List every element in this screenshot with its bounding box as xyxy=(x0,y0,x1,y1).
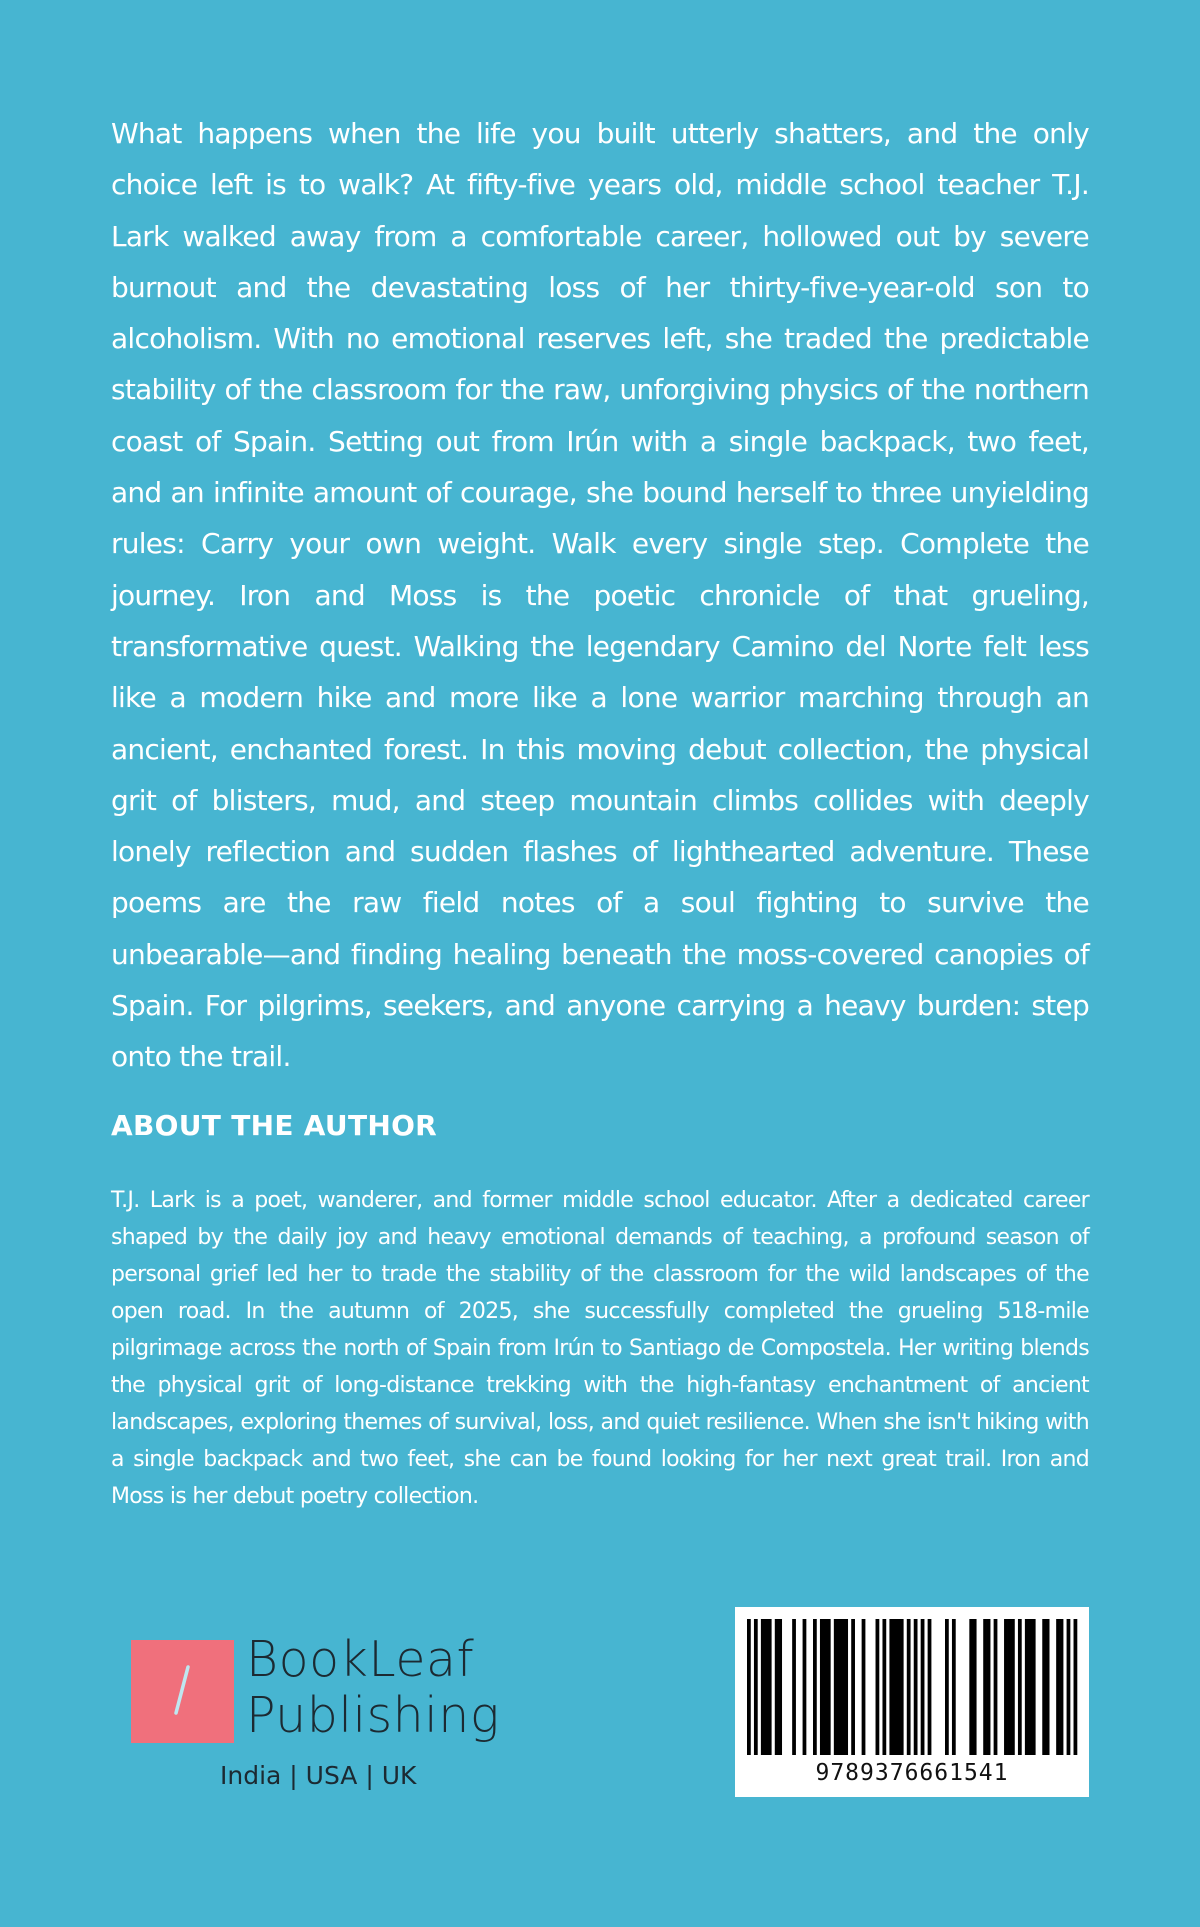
barcode-bar xyxy=(844,1619,848,1755)
about-author-heading: ABOUT THE AUTHOR xyxy=(111,1109,438,1142)
barcode-bar xyxy=(1028,1619,1032,1755)
barcode-bar xyxy=(1008,1619,1012,1755)
barcode-bar xyxy=(945,1619,949,1755)
isbn-number: 9789376661541 xyxy=(815,1760,1009,1786)
barcode-bar xyxy=(994,1619,998,1755)
barcode-bar xyxy=(851,1619,855,1755)
book-blurb: What happens when the life you built utterly shatters, and the only choice left is to walk? At fifty-five years old, middle school teacher T.J. Lark walked away from a comfortable career, hollowed out by severe burnout and the devastating loss of her thirty-five-year-old son to alcoholism. With no emotional reserves left, she traded the predictable stability of the classroom for the raw, unforgiving physics of the northern coast of Spain. Setting out from Irún with a single backpack, two feet, and an infinite amount of courage, she bound herself to three unyielding rules: Carry your own weight. Walk every single step. Complete the journey. Iron and Moss is the poetic chronicle of that grueling, transformative quest. Walking the legendary Camino del Norte felt less like a modern hike and more like a lone warrior marching through an ancient, enchanted forest. In this moving debut collection, the physical grit of blisters, mud, and steep mountain climbs collides with deeply lonely reflection and sudden flashes of lighthearted adventure. These poems are the raw field notes of a soul fighting to survive the unbearable—and finding healing beneath the moss-covered canopies of Spain. For pilgrims, seekers, and anyone carrying a heavy burden: step onto the trail. xyxy=(111,117,1089,1074)
publisher-name-line2: Publishing xyxy=(246,1687,500,1744)
barcode-bar xyxy=(1032,1619,1036,1755)
barcode-bar xyxy=(803,1619,807,1755)
barcode-bar xyxy=(928,1619,932,1755)
barcode-bar xyxy=(747,1619,751,1755)
barcode-bar xyxy=(914,1619,918,1755)
barcode-bar xyxy=(969,1619,973,1755)
barcode-bar xyxy=(882,1619,886,1755)
barcode-bar xyxy=(754,1619,758,1755)
barcode-bar xyxy=(837,1619,841,1755)
publisher-regions: India | USA | UK xyxy=(220,1761,417,1790)
barcode-bar xyxy=(907,1619,911,1755)
barcode-bar xyxy=(768,1619,772,1755)
leaf-slash-icon xyxy=(131,1640,234,1743)
barcode-bar xyxy=(813,1619,817,1755)
barcode-bar xyxy=(764,1619,768,1755)
barcode-bar xyxy=(896,1619,900,1755)
barcode-bar xyxy=(952,1619,956,1755)
barcode-bar xyxy=(900,1619,904,1755)
publisher-name xyxy=(246,1632,500,1744)
barcode-bar xyxy=(862,1619,866,1755)
barcode-bar xyxy=(1046,1619,1050,1755)
barcode-bar xyxy=(820,1619,824,1755)
barcode-bar xyxy=(834,1619,838,1755)
barcode-bar xyxy=(1060,1619,1064,1755)
barcode-bar xyxy=(893,1619,897,1755)
barcode-bar xyxy=(921,1619,925,1755)
barcode-bar xyxy=(823,1619,827,1755)
barcode-bars xyxy=(735,1607,1089,1757)
barcode-bar xyxy=(827,1619,831,1755)
about-author-text: T.J. Lark is a poet, wanderer, and former middle school educator. After a dedicated career shaped by the daily joy and heavy emotional demands of teaching, a profound season of personal grief led her to trade the stability of the classroom for the wild landscapes of the open road. In the autumn of 2025, she successfully completed the grueling 518-mile pilgrimage across the north of Spain from Irún to Santiago de Compostela. Her writing blends the physical grit of long-distance trekking with the high-fantasy enchantment of ancient landscapes, exploring themes of survival, loss, and quiet resilience. When she isn't hiking with a single backpack and two feet, she can be found looking for her next great trail. Iron and Moss is her debut poetry collection. xyxy=(111,1188,1089,1509)
barcode-bar xyxy=(761,1619,765,1755)
barcode-bar xyxy=(1018,1619,1022,1755)
isbn-barcode xyxy=(735,1607,1089,1797)
barcode-bar xyxy=(889,1619,893,1755)
barcode-bar xyxy=(778,1619,782,1755)
barcode-bar xyxy=(792,1619,796,1755)
barcode-bar xyxy=(973,1619,977,1755)
publisher-logo xyxy=(131,1631,511,1800)
barcode-bar xyxy=(1004,1619,1008,1755)
barcode-bar xyxy=(775,1619,779,1755)
barcode-bar xyxy=(841,1619,845,1755)
barcode-bar xyxy=(987,1619,991,1755)
barcode-bar xyxy=(1074,1619,1078,1755)
barcode-bar xyxy=(983,1619,987,1755)
barcode-bar xyxy=(1067,1619,1071,1755)
publisher-name-line1: BookLeaf xyxy=(246,1631,475,1688)
barcode-bar xyxy=(1011,1619,1015,1755)
barcode-bar xyxy=(1056,1619,1060,1755)
barcode-bar xyxy=(876,1619,880,1755)
back-cover-blurb-container xyxy=(111,108,1089,1083)
barcode-bar xyxy=(1042,1619,1046,1755)
barcode-bar xyxy=(1025,1619,1029,1755)
